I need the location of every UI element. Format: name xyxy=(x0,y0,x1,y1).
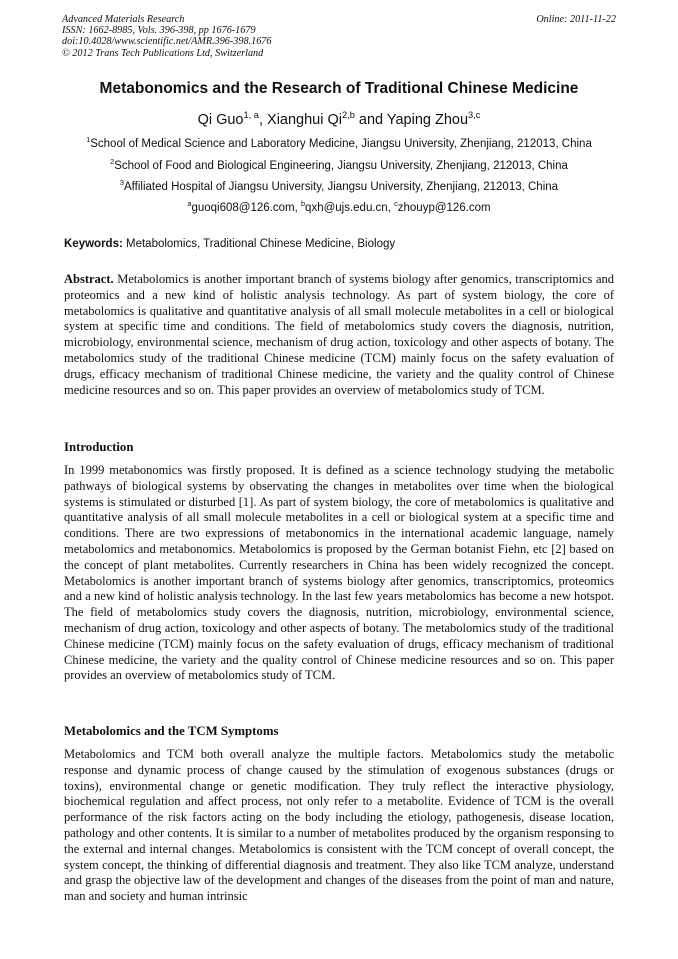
affiliation-text: School of Medical Science and Laboratory Medicine, Jiangsu University, Zhenjiang, 212013, China xyxy=(90,138,592,150)
copyright-line: © 2012 Trans Tech Publications Ltd, Switzerland xyxy=(62,47,264,59)
author-affiliation-mark: 1, a xyxy=(243,110,259,121)
author-name: Xianghui Qi xyxy=(267,112,342,128)
abstract-label: Abstract. xyxy=(64,272,114,286)
paper-title: Metabonomics and the Research of Traditional Chinese Medicine xyxy=(99,80,579,97)
doi-line: doi:10.4028/www.scientific.net/AMR.396-398.1676 xyxy=(62,36,272,48)
email-separator: , xyxy=(294,202,301,214)
author-separator: and xyxy=(354,112,387,128)
affiliation-text: Affiliated Hospital of Jiangsu University, Jiangsu University, Zhenjiang, 212013, China xyxy=(124,181,559,193)
author-name: Yaping Zhou xyxy=(386,112,469,128)
email-mark: b xyxy=(300,199,306,209)
author-name: Qi Guo xyxy=(197,112,244,128)
tcm-symptoms-paragraph: Metabolomics and TCM both overall analyze the multiple factors. Metabolomics study the metabolic response and dynamic process of change caused by the stimulation of exogenous substances (drugs or toxins), environmental change or genetic modification. They truly reflect the interactive physiology, biochemical regulation and affect process, not only refer to a metabolite. Evidence of TCM is the overall performance of the risk factors acting on the body including the etiology, pathogenesis, disease location, pathology and other contents. It is similar to a number of metabolites produced by the organism responsing to the external and internal changes. Metabolomics is consistent with the TCM concept of overall concept, the system concept, the thinking of differential diagnosis and treatment. They also like TCM analyze, understand and grasp the objective law of the development and changes of the diseases from the point of man and nature, man and society and human intrinsic xyxy=(64,747,614,904)
email-address[interactable]: guoqi608@126.com xyxy=(191,202,295,214)
journal-header xyxy=(62,14,616,59)
affiliation-mark: 3 xyxy=(119,178,125,188)
affiliation-mark: 1 xyxy=(86,135,91,145)
keywords-text: Metabolomics, Traditional Chinese Medicine, Biology xyxy=(126,238,396,250)
journal-name: Advanced Materials Research xyxy=(62,14,185,25)
section-heading-introduction: Introduction xyxy=(64,440,134,454)
author-affiliation-mark: 3,c xyxy=(468,110,481,121)
affiliation-text: School of Food and Biological Engineering, Jiangsu University, Zhenjiang, 212013, China xyxy=(114,160,568,172)
issn-line: ISSN: 1662-8985, Vols. 396-398, pp 1676-1679 xyxy=(62,25,256,37)
email-separator: , xyxy=(387,202,395,214)
online-date: Online: 2011-11-22 xyxy=(536,14,616,25)
email-mark: c xyxy=(394,199,398,209)
email-address[interactable]: zhouyp@126.com xyxy=(397,202,491,214)
keywords-label: Keywords: xyxy=(64,238,123,250)
email-line xyxy=(30,199,648,214)
abstract-paragraph xyxy=(64,272,614,398)
email-mark: a xyxy=(187,199,192,209)
author-list xyxy=(40,112,638,128)
introduction-paragraph: In 1999 metabonomics was firstly proposed. It is defined as a science technology studying the metabolic pathways of biological systems by observating the changes in metabolites over time when the biological systems is stimulated or disturbed [1]. As part of system biology, the core of metabolomics is qualitative and quantitative analysis of all small molecule metabolites in a cell or biological system at a specific time and conditions. There are two expressions of metabonomics in the international academic language, namely metabolomics and metabonomics. Metabolomics is proposed by the German botanist Fiehn, etc [2] based on the concept of plant metabolites. Currently researchers in China has been widely recognized the concept. Metabolomics is another important branch of systems biology after genomics, transcriptomics, proteomics and a new kind of holistic analysis technology. In the last few years metabolomics has become a new hotspot. The field of metabolomics study covers the diagnosis, nutrition, microbiology, environmental science, mechanism of drug action, toxicology and other aspects of botany. The metabolomics study of the traditional Chinese medicine (TCM) mainly focus on the safety evaluation of drugs, efficacy mechanism of traditional Chinese medicine, the variety and the quality control of Chinese medicine resources and so on. This paper provides an overview of metabolomics study of TCM. xyxy=(64,463,614,683)
abstract-text: Metabolomics is another important branch of systems biology after genomics, transcriptomics and proteomics and a new kind of holistic analysis technology. As part of system biology, the core of metabolomics is qualitative and quantitative analysis of all small molecule metabolites in a cell or biological system at specific time and conditions. The field of metabolomics study covers the diagnosis, nutrition, microbiology, environmental science, mechanism of drug action, toxicology and other aspects of botany. The metabolomics study of the traditional Chinese medicine (TCM) mainly focus on the safety evaluation of drugs, efficacy mechanism of traditional Chinese medicine, the variety and the quality control of Chinese medicine resources and so on. This paper provides an overview of metabolomics study of TCM. xyxy=(64,272,615,397)
affiliation-mark: 2 xyxy=(110,157,115,167)
section-heading-tcm-symptoms: Metabolomics and the TCM Symptoms xyxy=(64,724,279,738)
email-address[interactable]: qxh@ujs.edu.cn xyxy=(305,202,388,214)
keywords-line xyxy=(64,238,614,250)
affiliation-line xyxy=(30,178,648,193)
affiliation-line xyxy=(30,135,648,150)
affiliation-line xyxy=(30,157,648,172)
author-separator: , xyxy=(258,112,268,128)
author-affiliation-mark: 2,b xyxy=(342,110,355,121)
